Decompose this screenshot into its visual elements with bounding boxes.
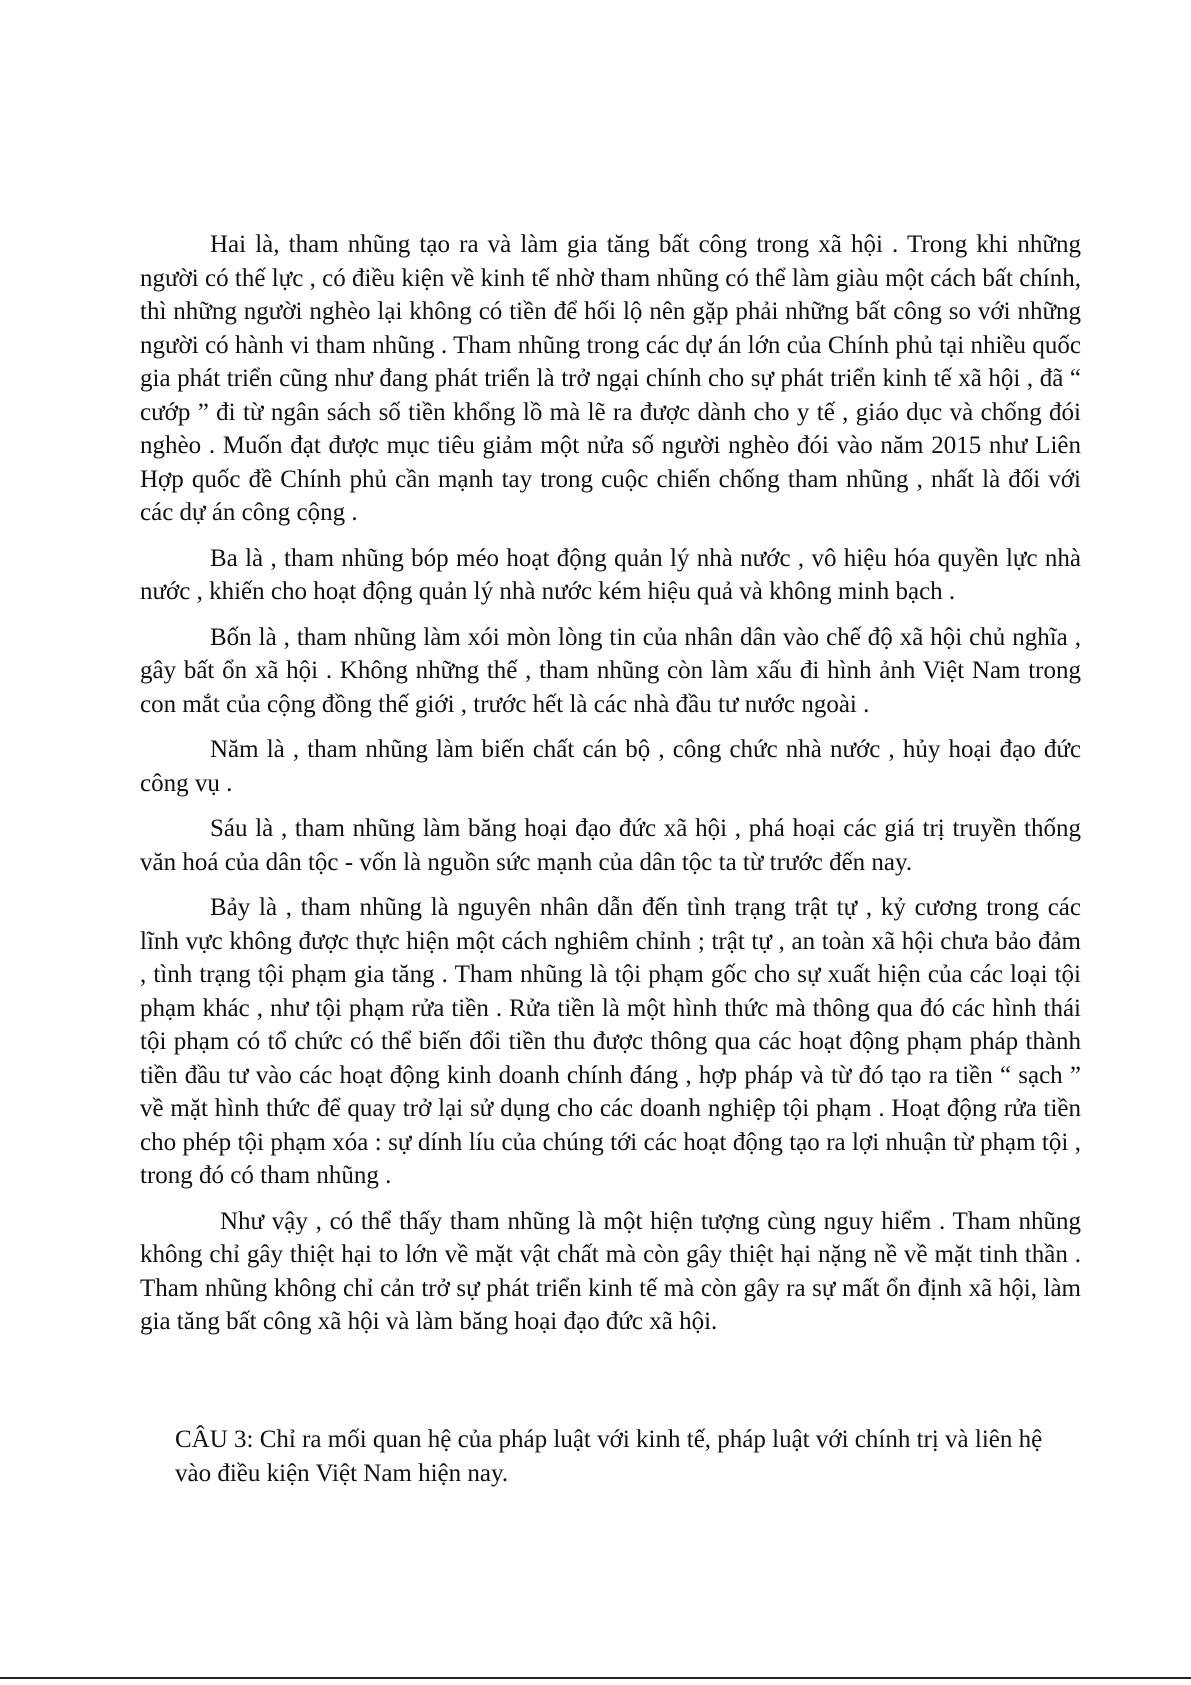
paragraph-bay-la: Bảy là , tham nhũng là nguyên nhân dẫn đến tình trạng trật tự , kỷ cương trong các lĩnh vực không được thực hiện một cách nghiêm chỉnh ; trật tự , an toàn xã hội chưa bảo đảm , tình trạng tội phạm gia tăng . Tham nhũng là tội phạm gốc cho sự xuất hiện của các loại tội phạm khác , như tội phạm rửa tiền . Rửa tiền là một hình thức mà thông qua đó các hình thái tội phạm có tổ chức có thể biến đổi tiền thu được thông qua các hoạt động phạm pháp thành tiền đầu tư vào các hoạt động kinh doanh chính đáng , hợp pháp và từ đó tạo ra tiền “ sạch ” về mặt hình thức để quay trở lại sử dụng cho các doanh nghiệp tội phạm . Hoạt động rửa tiền cho phép tội phạm xóa : sự dính líu của chúng tới các hoạt động tạo ra lợi nhuận từ phạm tội , trong đó có tham nhũng . [140,894,1081,1189]
paragraph-conclusion: Như vậy , có thể thấy tham nhũng là một hiện tượng cùng nguy hiểm . Tham nhũng không chỉ gây thiệt hại to lớn về mặt vật chất mà còn gây thiệt hại nặng nề về mặt tinh thần . Tham nhũng không chỉ cản trở sự phát triển kinh tế mà còn gây ra sự mất ổn định xã hội, làm gia tăng bất công xã hội và làm băng hoại đạo đức xã hội. [140,1207,1081,1335]
page-bottom-rule [0,1677,1191,1679]
body-text [140,228,1081,1351]
paragraph-nam-la: Năm là , tham nhũng làm biến chất cán bộ , công chức nhà nước , hủy hoại đạo đức công vụ . [140,736,1081,797]
paragraph-sau-la: Sáu là , tham nhũng làm băng hoại đạo đức xã hội , phá hoại các giá trị truyền thống văn hoá của dân tộc - vốn là nguồn sức mạnh của dân tộc ta từ trước đến nay. [140,815,1081,876]
paragraph-hai-la: Hai là, tham nhũng tạo ra và làm gia tăng bất công trong xã hội . Trong khi những người có thế lực , có điều kiện về kinh tế nhờ tham nhũng có thể làm giàu một cách bất chính, thì những người nghèo lại không có tiền để hối lộ nên gặp phải những bất công so với những người có hành vi tham nhũng . Tham nhũng trong các dự án lớn của Chính phủ tại nhiều quốc gia phát triển cũng như đang phát triển là trở ngại chính cho sự phát triển kinh tế xã hội , đã “ cướp ” đi từ ngân sách số tiền khổng lồ mà lẽ ra được dành cho y tế , giáo dục và chống đói nghèo . Muốn đạt được mục tiêu giảm một nửa số người nghèo đói vào năm 2015 như Liên Hợp quốc đề Chính phủ cần mạnh tay trong cuộc chiến chống tham nhũng , nhất là đối với các dự án công cộng . [140,231,1081,526]
paragraph-ba-la: Ba là , tham nhũng bóp méo hoạt động quản lý nhà nước , vô hiệu hóa quyền lực nhà nước , khiến cho hoạt động quản lý nhà nước kém hiệu quả và không minh bạch . [140,544,1081,605]
question-heading: CÂU 3: Chỉ ra mối quan hệ của pháp luật với kinh tế, pháp luật với chính trị và liên hệ vào điều kiện Việt Nam hiện nay. [175,1426,1043,1487]
paragraph-bon-la: Bốn là , tham nhũng làm xói mòn lòng tin của nhân dân vào chế độ xã hội chủ nghĩa , gây bất ổn xã hội . Không những thế , tham nhũng còn làm xấu đi hình ảnh Việt Nam trong con mắt của cộng đồng thế giới , trước hết là các nhà đầu tư nước ngoài . [140,623,1081,718]
